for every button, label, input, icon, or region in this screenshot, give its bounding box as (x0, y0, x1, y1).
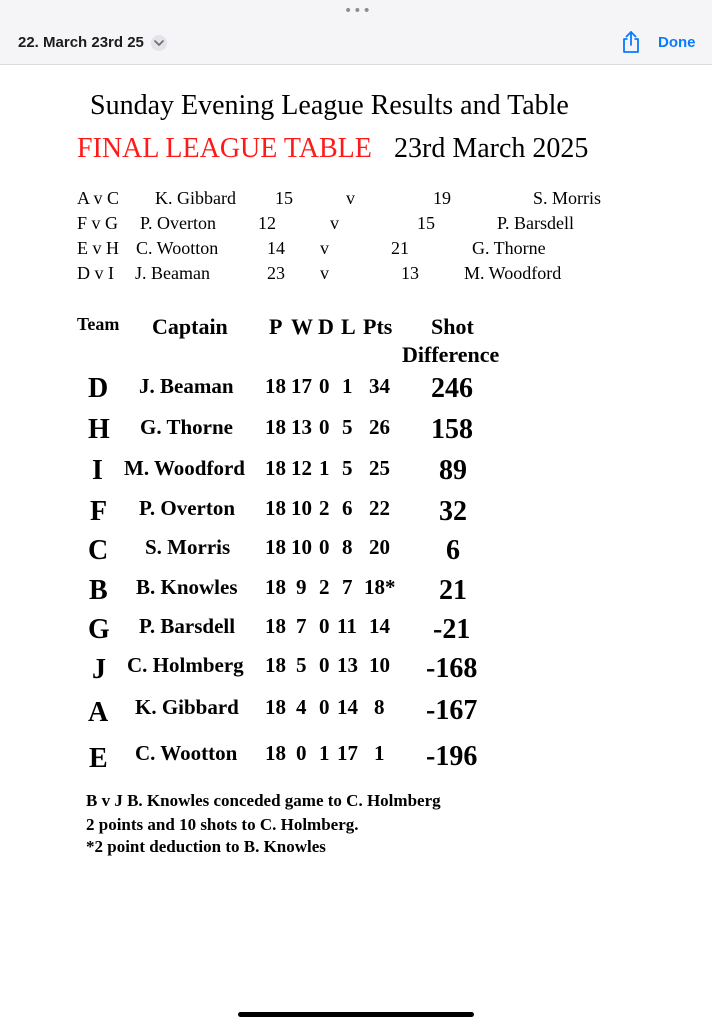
drawn: 2 (319, 575, 330, 599)
away-captain: G. Thorne (472, 238, 546, 258)
team-letter: I (92, 455, 103, 486)
played: 18 (265, 535, 286, 559)
away-score: 13 (401, 263, 419, 283)
lost: 13 (337, 653, 358, 677)
header-shot: Shot (431, 314, 474, 339)
drawn: 0 (319, 374, 330, 398)
won: 17 (291, 374, 312, 398)
played: 18 (265, 695, 286, 719)
lost: 1 (342, 374, 353, 398)
drawn: 2 (319, 496, 330, 520)
home-score: 14 (267, 238, 285, 258)
captain: J. Beaman (139, 374, 234, 398)
home-captain: P. Overton (140, 213, 216, 233)
won: 9 (296, 575, 307, 599)
team-letter: G (88, 614, 110, 645)
won: 10 (291, 496, 312, 520)
captain: C. Wootton (135, 741, 238, 765)
won: 4 (296, 695, 307, 719)
shot-difference: 32 (439, 496, 467, 527)
ellipsis-icon[interactable]: ••• (344, 3, 372, 19)
drawn: 1 (319, 741, 330, 765)
lost: 14 (337, 695, 358, 719)
team-letter: A (88, 697, 109, 728)
points: 25 (369, 456, 390, 480)
header-drawn: D (318, 314, 334, 339)
lost: 8 (342, 535, 353, 559)
team-letter: E (89, 743, 108, 774)
away-captain: M. Woodford (464, 263, 562, 283)
shot-difference: 89 (439, 455, 467, 486)
shot-difference: 158 (431, 414, 473, 445)
header-team: Team (77, 314, 120, 334)
home-captain: C. Wootton (136, 238, 219, 258)
share-icon[interactable] (621, 30, 641, 54)
team-letter: F (90, 496, 108, 527)
away-captain: S. Morris (533, 188, 602, 208)
home-captain: K. Gibbard (155, 188, 236, 208)
header-won: W (291, 314, 313, 339)
points: 14 (369, 614, 390, 638)
drawn: 1 (319, 456, 330, 480)
captain: S. Morris (145, 535, 231, 559)
home-score: 12 (258, 213, 276, 233)
won: 7 (296, 614, 307, 638)
drawn: 0 (319, 695, 330, 719)
drawn: 0 (319, 653, 330, 677)
played: 18 (265, 653, 286, 677)
shot-difference: -21 (433, 614, 471, 645)
won: 13 (291, 415, 312, 439)
team-letter: C (88, 535, 109, 566)
captain: P. Overton (139, 496, 236, 520)
note-line: 2 points and 10 shots to C. Holmberg. (86, 815, 359, 834)
header-captain: Captain (152, 314, 228, 339)
played: 18 (265, 614, 286, 638)
toolbar (0, 0, 712, 65)
points: 10 (369, 653, 390, 677)
captain: C. Holmberg (127, 653, 244, 677)
team-letter: H (88, 414, 110, 445)
captain: K. Gibbard (135, 695, 239, 719)
team-letter: J (92, 654, 106, 685)
shot-difference: 21 (439, 575, 467, 606)
note-line: B v J B. Knowles conceded game to C. Holmberg (86, 791, 441, 810)
away-score: 21 (391, 238, 409, 258)
won: 5 (296, 653, 307, 677)
captain: B. Knowles (136, 575, 238, 599)
lost: 17 (337, 741, 358, 765)
header-points: Pts (363, 314, 393, 339)
away-score: 19 (433, 188, 451, 208)
document-title[interactable]: 22. March 23rd 25 (18, 34, 144, 51)
versus: v (320, 238, 329, 258)
points: 20 (369, 535, 390, 559)
drawn: 0 (319, 415, 330, 439)
note-line: *2 point deduction to B. Knowles (86, 837, 326, 856)
captain: P. Barsdell (139, 614, 236, 638)
points: 22 (369, 496, 390, 520)
points: 34 (369, 374, 390, 398)
fixture: D v I (77, 263, 114, 283)
played: 18 (265, 374, 286, 398)
captain: M. Woodford (124, 456, 245, 480)
chevron-down-icon[interactable] (151, 35, 167, 51)
home-indicator[interactable] (238, 1012, 474, 1017)
played: 18 (265, 415, 286, 439)
lost: 5 (342, 456, 353, 480)
table-date: 23rd March 2025 (394, 133, 589, 164)
shot-difference: 6 (446, 535, 460, 566)
points: 26 (369, 415, 390, 439)
lost: 6 (342, 496, 353, 520)
lost: 5 (342, 415, 353, 439)
versus: v (320, 263, 329, 283)
document-heading: Sunday Evening League Results and Table (90, 90, 569, 121)
header-difference: Difference (402, 342, 500, 367)
fixture: E v H (77, 238, 119, 258)
played: 18 (265, 496, 286, 520)
fixture: F v G (77, 213, 119, 233)
shot-difference: 246 (431, 373, 473, 404)
fixture: A v C (77, 188, 120, 208)
header-played: P (269, 314, 283, 339)
lost: 7 (342, 575, 353, 599)
away-score: 15 (417, 213, 435, 233)
points: 1 (374, 741, 385, 765)
captain: G. Thorne (140, 415, 233, 439)
shot-difference: -167 (426, 695, 478, 726)
shot-difference: -168 (426, 653, 478, 684)
played: 18 (265, 575, 286, 599)
played: 18 (265, 456, 286, 480)
drawn: 0 (319, 614, 330, 638)
done-button[interactable]: Done (658, 34, 696, 51)
won: 10 (291, 535, 312, 559)
team-letter: D (88, 373, 109, 404)
shot-difference: -196 (426, 741, 478, 772)
lost: 11 (337, 614, 357, 638)
won: 0 (296, 741, 307, 765)
header-lost: L (341, 314, 356, 339)
away-captain: P. Barsdell (497, 213, 575, 233)
versus: v (346, 188, 355, 208)
home-score: 23 (267, 263, 285, 283)
points: 8 (374, 695, 385, 719)
versus: v (330, 213, 339, 233)
played: 18 (265, 741, 286, 765)
drawn: 0 (319, 535, 330, 559)
final-table-heading: FINAL LEAGUE TABLE (77, 133, 372, 164)
points: 18* (364, 575, 396, 599)
won: 12 (291, 456, 312, 480)
home-captain: J. Beaman (135, 263, 210, 283)
team-letter: B (89, 575, 108, 606)
home-score: 15 (275, 188, 293, 208)
